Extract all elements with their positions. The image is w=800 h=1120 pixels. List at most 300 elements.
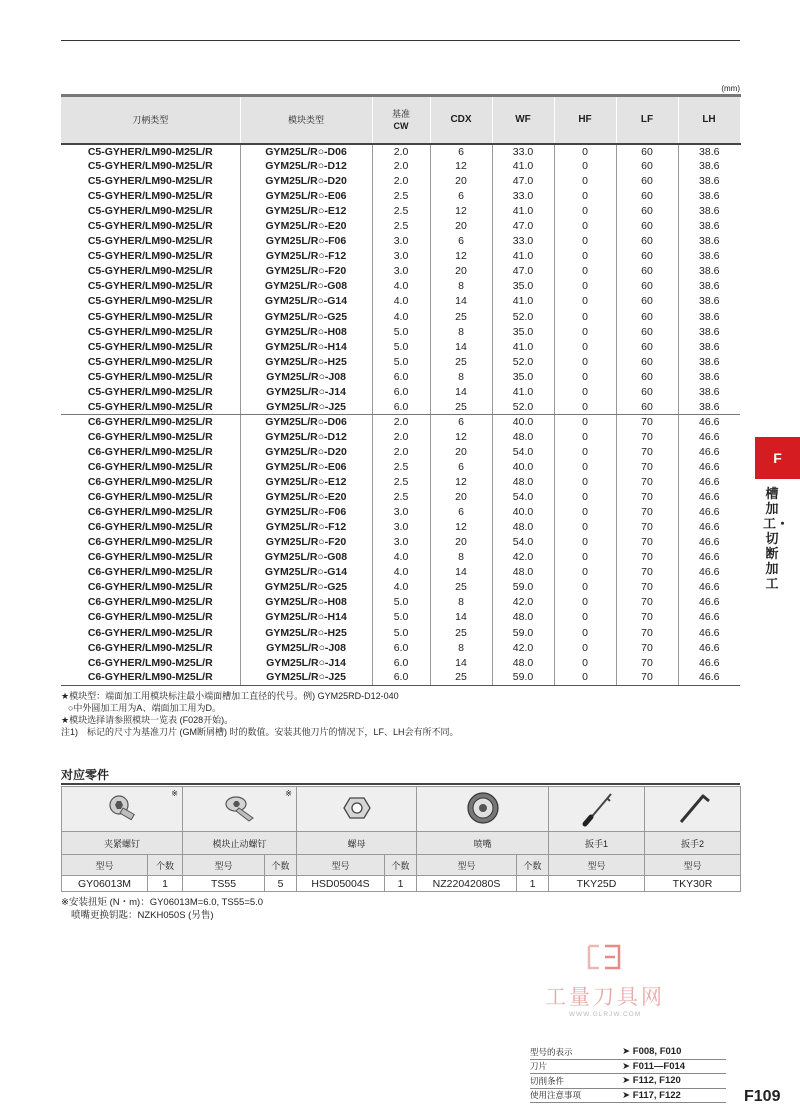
cell-lf: 70 <box>616 580 678 595</box>
cell-cdx: 8 <box>430 279 492 294</box>
table-row <box>61 174 740 189</box>
cell-lh: 38.6 <box>699 220 720 233</box>
cell-lf: 60 <box>616 279 678 294</box>
cell-lh: 46.6 <box>699 551 720 564</box>
parts-note-torque: ※安装扭矩 (N・m)：GY06013M=6.0, TS55=5.0 <box>61 897 264 908</box>
cell-cw: 2.5 <box>372 189 430 204</box>
cell-holder: C5-GYHER/LM90-M25L/R <box>61 309 240 324</box>
cell-lf: 60 <box>616 249 678 264</box>
sub-model: 型号 <box>549 855 645 876</box>
cell-wf: 41.0 <box>492 249 554 264</box>
table-row <box>61 610 740 625</box>
cell-wf: 35.0 <box>492 369 554 384</box>
cell-holder: C6-GYHER/LM90-M25L/R <box>61 429 240 444</box>
parts-table <box>61 786 741 892</box>
cell-hf: 0 <box>554 339 616 354</box>
sub-qty: 个数 <box>148 855 183 876</box>
note-3: ★模块选择请参照模块一览表 (F028开始)。 <box>61 715 234 725</box>
cell-cdx: 8 <box>430 324 492 339</box>
cell-cw: 2.5 <box>372 475 430 490</box>
cell-lh: 38.6 <box>699 145 720 158</box>
table-header-row <box>61 96 740 144</box>
cell-module: GYM25L/R○-G14 <box>240 294 372 309</box>
cell-hf: 0 <box>554 610 616 625</box>
cell-cw: 5.0 <box>372 595 430 610</box>
reference-page-link[interactable]: ➤ F112, F120 <box>608 1074 726 1089</box>
cell-lh: 38.6 <box>699 325 720 338</box>
cell-cw: 2.0 <box>372 444 430 459</box>
sub-qty: 个数 <box>385 855 417 876</box>
wrench2-cell <box>645 787 741 832</box>
cell-module: GYM25L/R○-D12 <box>240 429 372 444</box>
cell-wf: 42.0 <box>492 595 554 610</box>
sub-qty: 个数 <box>265 855 297 876</box>
cell-cdx: 8 <box>430 595 492 610</box>
cell-hf: 0 <box>554 640 616 655</box>
nut-qty: 1 <box>385 876 417 892</box>
cell-lf: 70 <box>616 414 678 429</box>
cell-cw: 3.0 <box>372 535 430 550</box>
cell-lh: 38.6 <box>699 310 720 323</box>
cell-module: GYM25L/R○-J08 <box>240 369 372 384</box>
nut-icon <box>342 793 372 823</box>
cell-cw: 2.0 <box>372 174 430 189</box>
reference-item[interactable] <box>530 1088 726 1103</box>
cell-cdx: 8 <box>430 369 492 384</box>
nozzle-qty: 1 <box>517 876 549 892</box>
cell-wf: 48.0 <box>492 610 554 625</box>
table-row <box>61 264 740 279</box>
cell-cdx: 20 <box>430 535 492 550</box>
cell-cw: 6.0 <box>372 369 430 384</box>
cell-hf: 0 <box>554 520 616 535</box>
cell-cw: 3.0 <box>372 249 430 264</box>
cell-wf: 35.0 <box>492 279 554 294</box>
table-row <box>61 475 740 490</box>
cell-cdx: 25 <box>430 580 492 595</box>
wrench2-model: TKY30R <box>645 876 741 892</box>
cell-module: GYM25L/R○-D20 <box>240 174 372 189</box>
cell-wf: 48.0 <box>492 429 554 444</box>
cell-cw: 6.0 <box>372 655 430 670</box>
note-2: ○中外圆加工用为A、端面加工用为D。 <box>68 703 221 713</box>
table-row <box>61 219 740 234</box>
sub-model: 型号 <box>297 855 385 876</box>
cell-holder: C5-GYHER/LM90-M25L/R <box>61 279 240 294</box>
cell-cw: 2.5 <box>372 459 430 474</box>
header-module: 模块类型 <box>240 96 372 144</box>
wrench2-icon <box>673 788 713 828</box>
sub-qty: 个数 <box>517 855 549 876</box>
cell-wf: 41.0 <box>492 384 554 399</box>
header-cw-cn: 基准 <box>391 108 410 119</box>
part-name-wrench2: 扳手2 <box>645 832 741 855</box>
cell-wf: 48.0 <box>492 520 554 535</box>
part-name-wrench1: 扳手1 <box>549 832 645 855</box>
logo-url: WWW.GLRJW.COM <box>568 1011 642 1018</box>
cell-holder: C6-GYHER/LM90-M25L/R <box>61 670 240 685</box>
cell-holder: C6-GYHER/LM90-M25L/R <box>61 580 240 595</box>
cell-lf: 70 <box>616 444 678 459</box>
cell-hf: 0 <box>554 670 616 685</box>
cell-lh: 46.6 <box>699 430 720 443</box>
cell-cdx: 14 <box>430 294 492 309</box>
table-row <box>61 159 740 174</box>
cell-lh: 46.6 <box>699 506 720 519</box>
sub-model: 型号 <box>183 855 265 876</box>
cell-lh: 46.6 <box>678 670 740 685</box>
header-cw <box>372 96 430 144</box>
cell-lh: 38.6 <box>699 235 720 248</box>
section-label: 槽加工・切断加工 <box>763 486 790 591</box>
cell-cdx: 25 <box>430 625 492 640</box>
reference-list <box>530 1045 726 1103</box>
clamp-screw-cell <box>62 787 183 832</box>
cell-hf: 0 <box>554 174 616 189</box>
table-row <box>61 625 740 640</box>
cell-cw: 4.0 <box>372 309 430 324</box>
part-name-clamp-screw: 夹紧螺钉 <box>62 832 183 855</box>
cell-cdx: 12 <box>430 249 492 264</box>
cell-wf: 48.0 <box>492 565 554 580</box>
table-row <box>61 369 740 384</box>
cell-lf: 70 <box>616 475 678 490</box>
cell-wf: 33.0 <box>492 234 554 249</box>
cell-holder: C6-GYHER/LM90-M25L/R <box>61 475 240 490</box>
table-row <box>61 429 740 444</box>
cell-wf: 52.0 <box>492 309 554 324</box>
header-lf: LF <box>616 96 678 144</box>
cell-lf: 70 <box>616 459 678 474</box>
cell-lf: 60 <box>616 174 678 189</box>
cell-module: GYM25L/R○-E20 <box>240 490 372 505</box>
note-1: ★模块型：端面加工用模块标注最小端面槽加工直径的代号。例) GYM25RD-D12-040 <box>61 691 399 701</box>
cell-cw: 2.5 <box>372 490 430 505</box>
cell-module: GYM25L/R○-J14 <box>240 655 372 670</box>
parts-subheader-row <box>62 855 741 876</box>
cell-holder: C5-GYHER/LM90-M25L/R <box>61 144 240 159</box>
table-row <box>61 655 740 670</box>
cell-wf: 47.0 <box>492 174 554 189</box>
cell-lh: 38.6 <box>699 295 720 308</box>
cell-module: GYM25L/R○-D06 <box>240 414 372 429</box>
cell-holder: C5-GYHER/LM90-M25L/R <box>61 219 240 234</box>
cell-cdx: 25 <box>430 399 492 414</box>
cell-holder: C6-GYHER/LM90-M25L/R <box>61 655 240 670</box>
cell-holder: C5-GYHER/LM90-M25L/R <box>61 189 240 204</box>
header-holder: 刀柄类型 <box>61 96 240 144</box>
cell-lf: 70 <box>616 535 678 550</box>
cell-cdx: 20 <box>430 264 492 279</box>
nut-cell <box>297 787 417 832</box>
cell-hf: 0 <box>554 580 616 595</box>
cell-cdx: 6 <box>430 144 492 159</box>
cell-lh: 46.6 <box>699 445 720 458</box>
header-wf: WF <box>492 96 554 144</box>
cell-cdx: 12 <box>430 204 492 219</box>
cell-hf: 0 <box>554 444 616 459</box>
table-row <box>61 309 740 324</box>
stop-screw-cell <box>183 787 297 832</box>
cell-cw: 4.0 <box>372 550 430 565</box>
cell-lh: 46.6 <box>699 581 720 594</box>
table-notes <box>61 690 740 738</box>
cell-holder: C6-GYHER/LM90-M25L/R <box>61 535 240 550</box>
cell-lh: 46.6 <box>699 521 720 534</box>
cell-lh: 46.6 <box>699 641 720 654</box>
cell-lh: 38.6 <box>699 265 720 278</box>
cell-holder: C5-GYHER/LM90-M25L/R <box>61 369 240 384</box>
cell-cdx: 12 <box>430 429 492 444</box>
cell-lh: 38.6 <box>699 250 720 263</box>
cell-lf: 60 <box>616 339 678 354</box>
cell-cdx: 8 <box>430 640 492 655</box>
clamp-screw-mark: ※ <box>171 789 178 798</box>
cell-hf: 0 <box>554 144 616 159</box>
table-row <box>61 490 740 505</box>
cell-lh: 46.6 <box>699 626 720 639</box>
table-row <box>61 565 740 580</box>
cell-lf: 70 <box>616 625 678 640</box>
cell-wf: 40.0 <box>492 505 554 520</box>
cell-holder: C5-GYHER/LM90-M25L/R <box>61 204 240 219</box>
cell-lh: 46.6 <box>699 611 720 624</box>
table-row <box>61 414 740 429</box>
cell-lf: 60 <box>616 384 678 399</box>
cell-cdx: 14 <box>430 339 492 354</box>
cell-cdx: 20 <box>430 490 492 505</box>
cell-cdx: 20 <box>430 219 492 234</box>
cell-holder: C6-GYHER/LM90-M25L/R <box>61 610 240 625</box>
cell-lf: 70 <box>616 670 678 685</box>
cell-holder: C6-GYHER/LM90-M25L/R <box>61 414 240 429</box>
cell-cdx: 6 <box>430 459 492 474</box>
wrench1-model: TKY25D <box>549 876 645 892</box>
cell-cw: 2.0 <box>372 414 430 429</box>
cell-hf: 0 <box>554 324 616 339</box>
part-name-stop-screw: 模块止动螺钉 <box>183 832 297 855</box>
cell-cdx: 6 <box>430 505 492 520</box>
parts-name-row <box>62 832 741 855</box>
cell-cdx: 6 <box>430 414 492 429</box>
parts-rule <box>61 783 740 785</box>
cell-module: GYM25L/R○-J14 <box>240 384 372 399</box>
cell-cw: 5.0 <box>372 610 430 625</box>
cell-hf: 0 <box>554 490 616 505</box>
cell-wf: 40.0 <box>492 459 554 474</box>
reference-page-link[interactable]: ➤ F011—F014 <box>608 1059 726 1074</box>
cell-holder: C6-GYHER/LM90-M25L/R <box>61 459 240 474</box>
cell-lf: 70 <box>616 550 678 565</box>
cell-module: GYM25L/R○-E12 <box>240 204 372 219</box>
table-row <box>61 505 740 520</box>
table-row <box>61 520 740 535</box>
table-row <box>61 670 740 685</box>
table-row <box>61 294 740 309</box>
cell-lh: 46.6 <box>699 476 720 489</box>
cell-holder: C5-GYHER/LM90-M25L/R <box>61 324 240 339</box>
sub-model: 型号 <box>417 855 517 876</box>
cell-wf: 48.0 <box>492 655 554 670</box>
cell-cdx: 25 <box>430 309 492 324</box>
cell-cw: 2.0 <box>372 159 430 174</box>
cell-hf: 0 <box>554 505 616 520</box>
cell-module: GYM25L/R○-H25 <box>240 354 372 369</box>
cell-lf: 60 <box>616 294 678 309</box>
cell-wf: 41.0 <box>492 204 554 219</box>
cell-lf: 60 <box>616 324 678 339</box>
cell-cw: 4.0 <box>372 279 430 294</box>
reference-label: 刀片 <box>530 1059 608 1074</box>
cell-lh: 46.6 <box>699 566 720 579</box>
reference-item[interactable] <box>530 1059 726 1074</box>
cell-hf: 0 <box>554 655 616 670</box>
top-rule <box>61 40 740 41</box>
table-row <box>61 535 740 550</box>
cell-cdx: 14 <box>430 655 492 670</box>
cell-wf: 33.0 <box>492 189 554 204</box>
cell-cdx: 12 <box>430 159 492 174</box>
cell-cw: 2.5 <box>372 219 430 234</box>
cell-cdx: 8 <box>430 550 492 565</box>
cell-lf: 70 <box>616 520 678 535</box>
cell-holder: C6-GYHER/LM90-M25L/R <box>61 625 240 640</box>
cell-hf: 0 <box>554 429 616 444</box>
cell-module: GYM25L/R○-E06 <box>240 459 372 474</box>
cell-cdx: 20 <box>430 174 492 189</box>
cell-lh: 46.6 <box>699 491 720 504</box>
cell-cdx: 12 <box>430 475 492 490</box>
cell-holder: C5-GYHER/LM90-M25L/R <box>61 159 240 174</box>
cell-wf: 59.0 <box>492 580 554 595</box>
cell-cw: 3.0 <box>372 505 430 520</box>
cell-wf: 54.0 <box>492 444 554 459</box>
cell-holder: C6-GYHER/LM90-M25L/R <box>61 565 240 580</box>
cell-module: GYM25L/R○-G08 <box>240 279 372 294</box>
table-row <box>61 204 740 219</box>
cell-hf: 0 <box>554 625 616 640</box>
cell-cw: 5.0 <box>372 339 430 354</box>
cell-lf: 60 <box>616 219 678 234</box>
cell-wf: 42.0 <box>492 640 554 655</box>
cell-lh: 38.6 <box>699 280 720 293</box>
cell-lf: 60 <box>616 369 678 384</box>
cell-module: GYM25L/R○-G25 <box>240 309 372 324</box>
cell-cw: 6.0 <box>372 384 430 399</box>
cell-hf: 0 <box>554 204 616 219</box>
table-row <box>61 459 740 474</box>
wrench1-cell <box>549 787 645 832</box>
cell-lh: 46.6 <box>699 656 720 669</box>
cell-cw: 3.0 <box>372 520 430 535</box>
cell-holder: C5-GYHER/LM90-M25L/R <box>61 174 240 189</box>
cell-holder: C5-GYHER/LM90-M25L/R <box>61 294 240 309</box>
cell-hf: 0 <box>554 189 616 204</box>
cell-wf: 40.0 <box>492 414 554 429</box>
cell-hf: 0 <box>554 294 616 309</box>
cell-holder: C5-GYHER/LM90-M25L/R <box>61 399 240 414</box>
reference-item[interactable] <box>530 1045 726 1059</box>
cell-cdx: 20 <box>430 444 492 459</box>
header-hf: HF <box>554 96 616 144</box>
cell-module: GYM25L/R○-F12 <box>240 520 372 535</box>
cell-wf: 41.0 <box>492 339 554 354</box>
cell-cw: 4.0 <box>372 565 430 580</box>
cell-module: GYM25L/R○-H25 <box>240 625 372 640</box>
cell-cw: 3.0 <box>372 264 430 279</box>
cell-module: GYM25L/R○-F12 <box>240 249 372 264</box>
table-row <box>61 595 740 610</box>
cell-holder: C5-GYHER/LM90-M25L/R <box>61 264 240 279</box>
cell-cdx: 12 <box>430 520 492 535</box>
table-row <box>61 640 740 655</box>
cell-cdx: 25 <box>430 670 492 685</box>
cell-lf: 70 <box>616 565 678 580</box>
cell-module: GYM25L/R○-H08 <box>240 324 372 339</box>
cell-wf: 33.0 <box>492 144 554 159</box>
cell-lh: 38.6 <box>699 175 720 188</box>
cell-hf: 0 <box>554 234 616 249</box>
sub-model: 型号 <box>62 855 148 876</box>
cell-cw: 2.0 <box>372 429 430 444</box>
stop-screw-model: TS55 <box>183 876 265 892</box>
cell-lh: 38.6 <box>699 370 720 383</box>
cell-cw: 3.0 <box>372 234 430 249</box>
reference-item[interactable] <box>530 1074 726 1089</box>
section-tab[interactable]: F <box>755 437 800 479</box>
cell-lf: 60 <box>616 354 678 369</box>
cell-module: GYM25L/R○-H14 <box>240 339 372 354</box>
cell-holder: C6-GYHER/LM90-M25L/R <box>61 520 240 535</box>
table-row <box>61 324 740 339</box>
cell-wf: 52.0 <box>492 354 554 369</box>
cell-holder: C5-GYHER/LM90-M25L/R <box>61 339 240 354</box>
spec-table-body <box>61 144 740 686</box>
cell-lf: 70 <box>616 655 678 670</box>
cell-lh: 38.6 <box>699 205 720 218</box>
reference-label: 使用注意事项 <box>530 1088 608 1103</box>
clamp-screw-qty: 1 <box>148 876 183 892</box>
reference-page-link[interactable]: ➤ F008, F010 <box>608 1045 726 1059</box>
logo-mark-icon <box>585 942 625 972</box>
nozzle-cell <box>417 787 549 832</box>
cell-lf: 60 <box>616 189 678 204</box>
cell-hf: 0 <box>554 399 616 414</box>
reference-page-link[interactable]: ➤ F117, F122 <box>608 1088 726 1103</box>
table-row <box>61 234 740 249</box>
cell-module: GYM25L/R○-J08 <box>240 640 372 655</box>
nozzle-icon <box>465 790 501 826</box>
cell-wf: 59.0 <box>492 670 554 685</box>
stop-screw-qty: 5 <box>265 876 297 892</box>
cell-cw: 6.0 <box>372 399 430 414</box>
table-row <box>61 189 740 204</box>
cell-hf: 0 <box>554 535 616 550</box>
cell-lf: 70 <box>616 505 678 520</box>
cell-hf: 0 <box>554 414 616 429</box>
cell-holder: C6-GYHER/LM90-M25L/R <box>61 444 240 459</box>
cell-lh: 38.6 <box>699 340 720 353</box>
cell-cw: 4.0 <box>372 580 430 595</box>
cell-wf: 41.0 <box>492 159 554 174</box>
cell-cdx: 14 <box>430 384 492 399</box>
reference-table <box>530 1045 726 1103</box>
cell-wf: 59.0 <box>492 625 554 640</box>
cell-module: GYM25L/R○-E12 <box>240 475 372 490</box>
cell-cw: 5.0 <box>372 354 430 369</box>
cell-wf: 47.0 <box>492 219 554 234</box>
cell-hf: 0 <box>554 384 616 399</box>
